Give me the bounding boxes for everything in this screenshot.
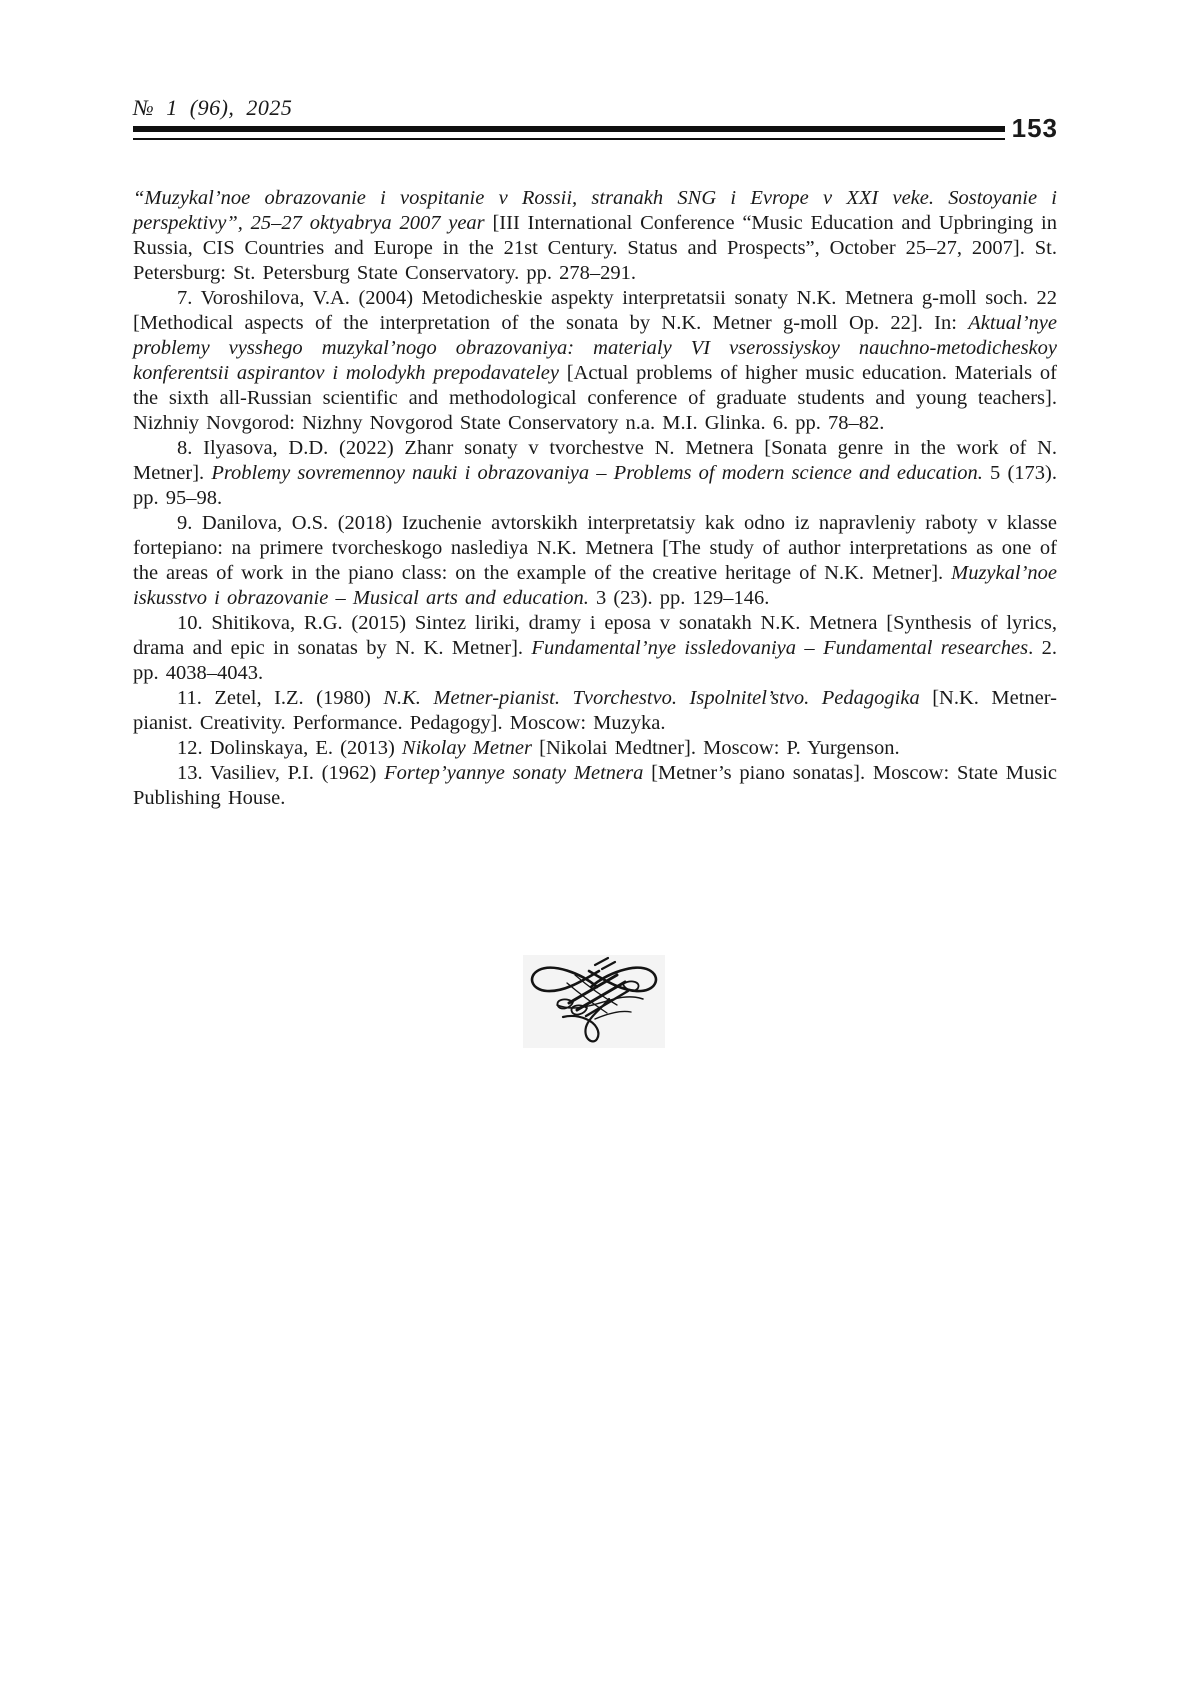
reference-text-run: 7. Voroshilova, V.A. (2004) Metodicheskie aspekty interpretatsii sonaty N.K. Metnera g-moll soch. 22 [Methodical aspects of the interpretation of the sonata by N.K. Metner g-moll Op. 22]. In:: [133, 287, 1057, 334]
reference-text-run: [Nikolai Medtner]. Moscow: P. Yurgenson.: [532, 737, 900, 759]
reference-text-run: [Actual problems of higher music education. Materials of the sixth all-Russian scientific and methodological conference of graduate students and young teachers]. Nizhniy Novgorod: Nizhny Novgorod State Conservatory n.a. M.I. Glinka. 6. pp. 78–82.: [133, 362, 1057, 434]
reference-title-italic-run: N.K. Metner-pianist. Tvorchestvo. Ispolnitel’stvo. Pedagogika: [383, 687, 920, 709]
reference-text-run: 10. Shitikova, R.G. (2015) Sintez liriki, dramy i eposa v sonatakh N.K. Metnera [Synthesis of lyrics, drama and epic in sonatas by N. K. Metner].: [133, 612, 1057, 659]
reference-paragraph: [133, 436, 1057, 511]
page-number: 153: [1011, 113, 1058, 143]
header-rule-thin: [133, 138, 1005, 140]
reference-title-italic-run: Nikolay Metner: [401, 737, 533, 759]
reference-title-italic-run: Problemy sovremennoy nauki i obrazovaniya – Problems of modern science and education.: [211, 462, 983, 484]
reference-title-italic-run: “Muzykal’noe obrazovanie i vospitanie v Rossii, stranakh SNG i Evrope v XXI veke. Sostoyanie i perspektivy”, 25–27 oktyabrya 2007 year: [133, 187, 1057, 234]
reference-paragraph: [133, 286, 1057, 436]
reference-text-run: 8. Ilyasova, D.D. (2022) Zhanr sonaty v tvorchestve N. Metnera [Sonata genre in the work of N. Metner].: [133, 437, 1057, 484]
reference-title-italic-run: Fortep’yannye sonaty Metnera: [384, 762, 644, 784]
journal-issue-label: № 1 (96), 2025: [133, 95, 293, 120]
reference-paragraph: [133, 511, 1057, 611]
reference-text-run: [Metner’s piano sonatas]. Moscow: State Music Publishing House.: [133, 762, 1057, 809]
reference-text-run: 9. Danilova, O.S. (2018) Izuchenie avtorskikh interpretatsiy kak odno iz napravleniy raboty v klasse fortepiano: na primere tvorcheskogo naslediya N.K. Metnera [The study of author interpretations as one of the areas of work in the piano class: on the example of the creative heritage of N.K. Metner].: [133, 512, 1057, 584]
header-rule-thick: [133, 126, 1005, 132]
reference-text-run: [N.K. Metner-pianist. Creativity. Performance. Pedagogy]. Moscow: Muzyka.: [133, 687, 1057, 734]
reference-text-run: [III International Conference “Music Education and Upbringing in Russia, CIS Countries and Europe in the 21st Century. Status and Prospects”, October 25–27, 2007]. St. Petersburg: St. Petersburg State Conservatory. pp. 278–291.: [133, 212, 1058, 284]
reference-text-run: 12. Dolinskaya, E. (2013): [177, 737, 402, 759]
reference-title-italic-run: Fundamental’nye issledovaniya – Fundamental researches: [531, 637, 1029, 659]
reference-title-italic-run: Aktual’nye problemy vysshego muzykal’nogo obrazovaniya: materialy VI vserossiyskoy nauchno-metodicheskoy konferentsii aspirantov i molodykh prepodavateley: [133, 312, 1057, 384]
reference-text-run: 5 (173). pp. 95–98.: [133, 462, 1057, 509]
reference-paragraph: [133, 611, 1057, 686]
reference-title-italic-run: Muzykal’noe iskusstvo i obrazovanie – Musical arts and education.: [133, 562, 1057, 609]
reference-paragraph: [133, 686, 1057, 736]
reference-text-run: . 2. pp. 4038–4043.: [133, 637, 1057, 684]
reference-paragraph: [133, 186, 1057, 286]
reference-paragraph: [133, 736, 1057, 761]
calligraphic-flourish-icon: [523, 955, 665, 1048]
reference-text-run: 11. Zetel, I.Z. (1980): [177, 687, 384, 709]
reference-text-run: 13. Vasiliev, P.I. (1962): [177, 762, 385, 784]
end-ornament: [523, 955, 665, 1048]
reference-paragraph: [133, 761, 1057, 811]
reference-text-run: 3 (23). pp. 129–146.: [588, 587, 770, 609]
references-text: [133, 186, 1057, 811]
